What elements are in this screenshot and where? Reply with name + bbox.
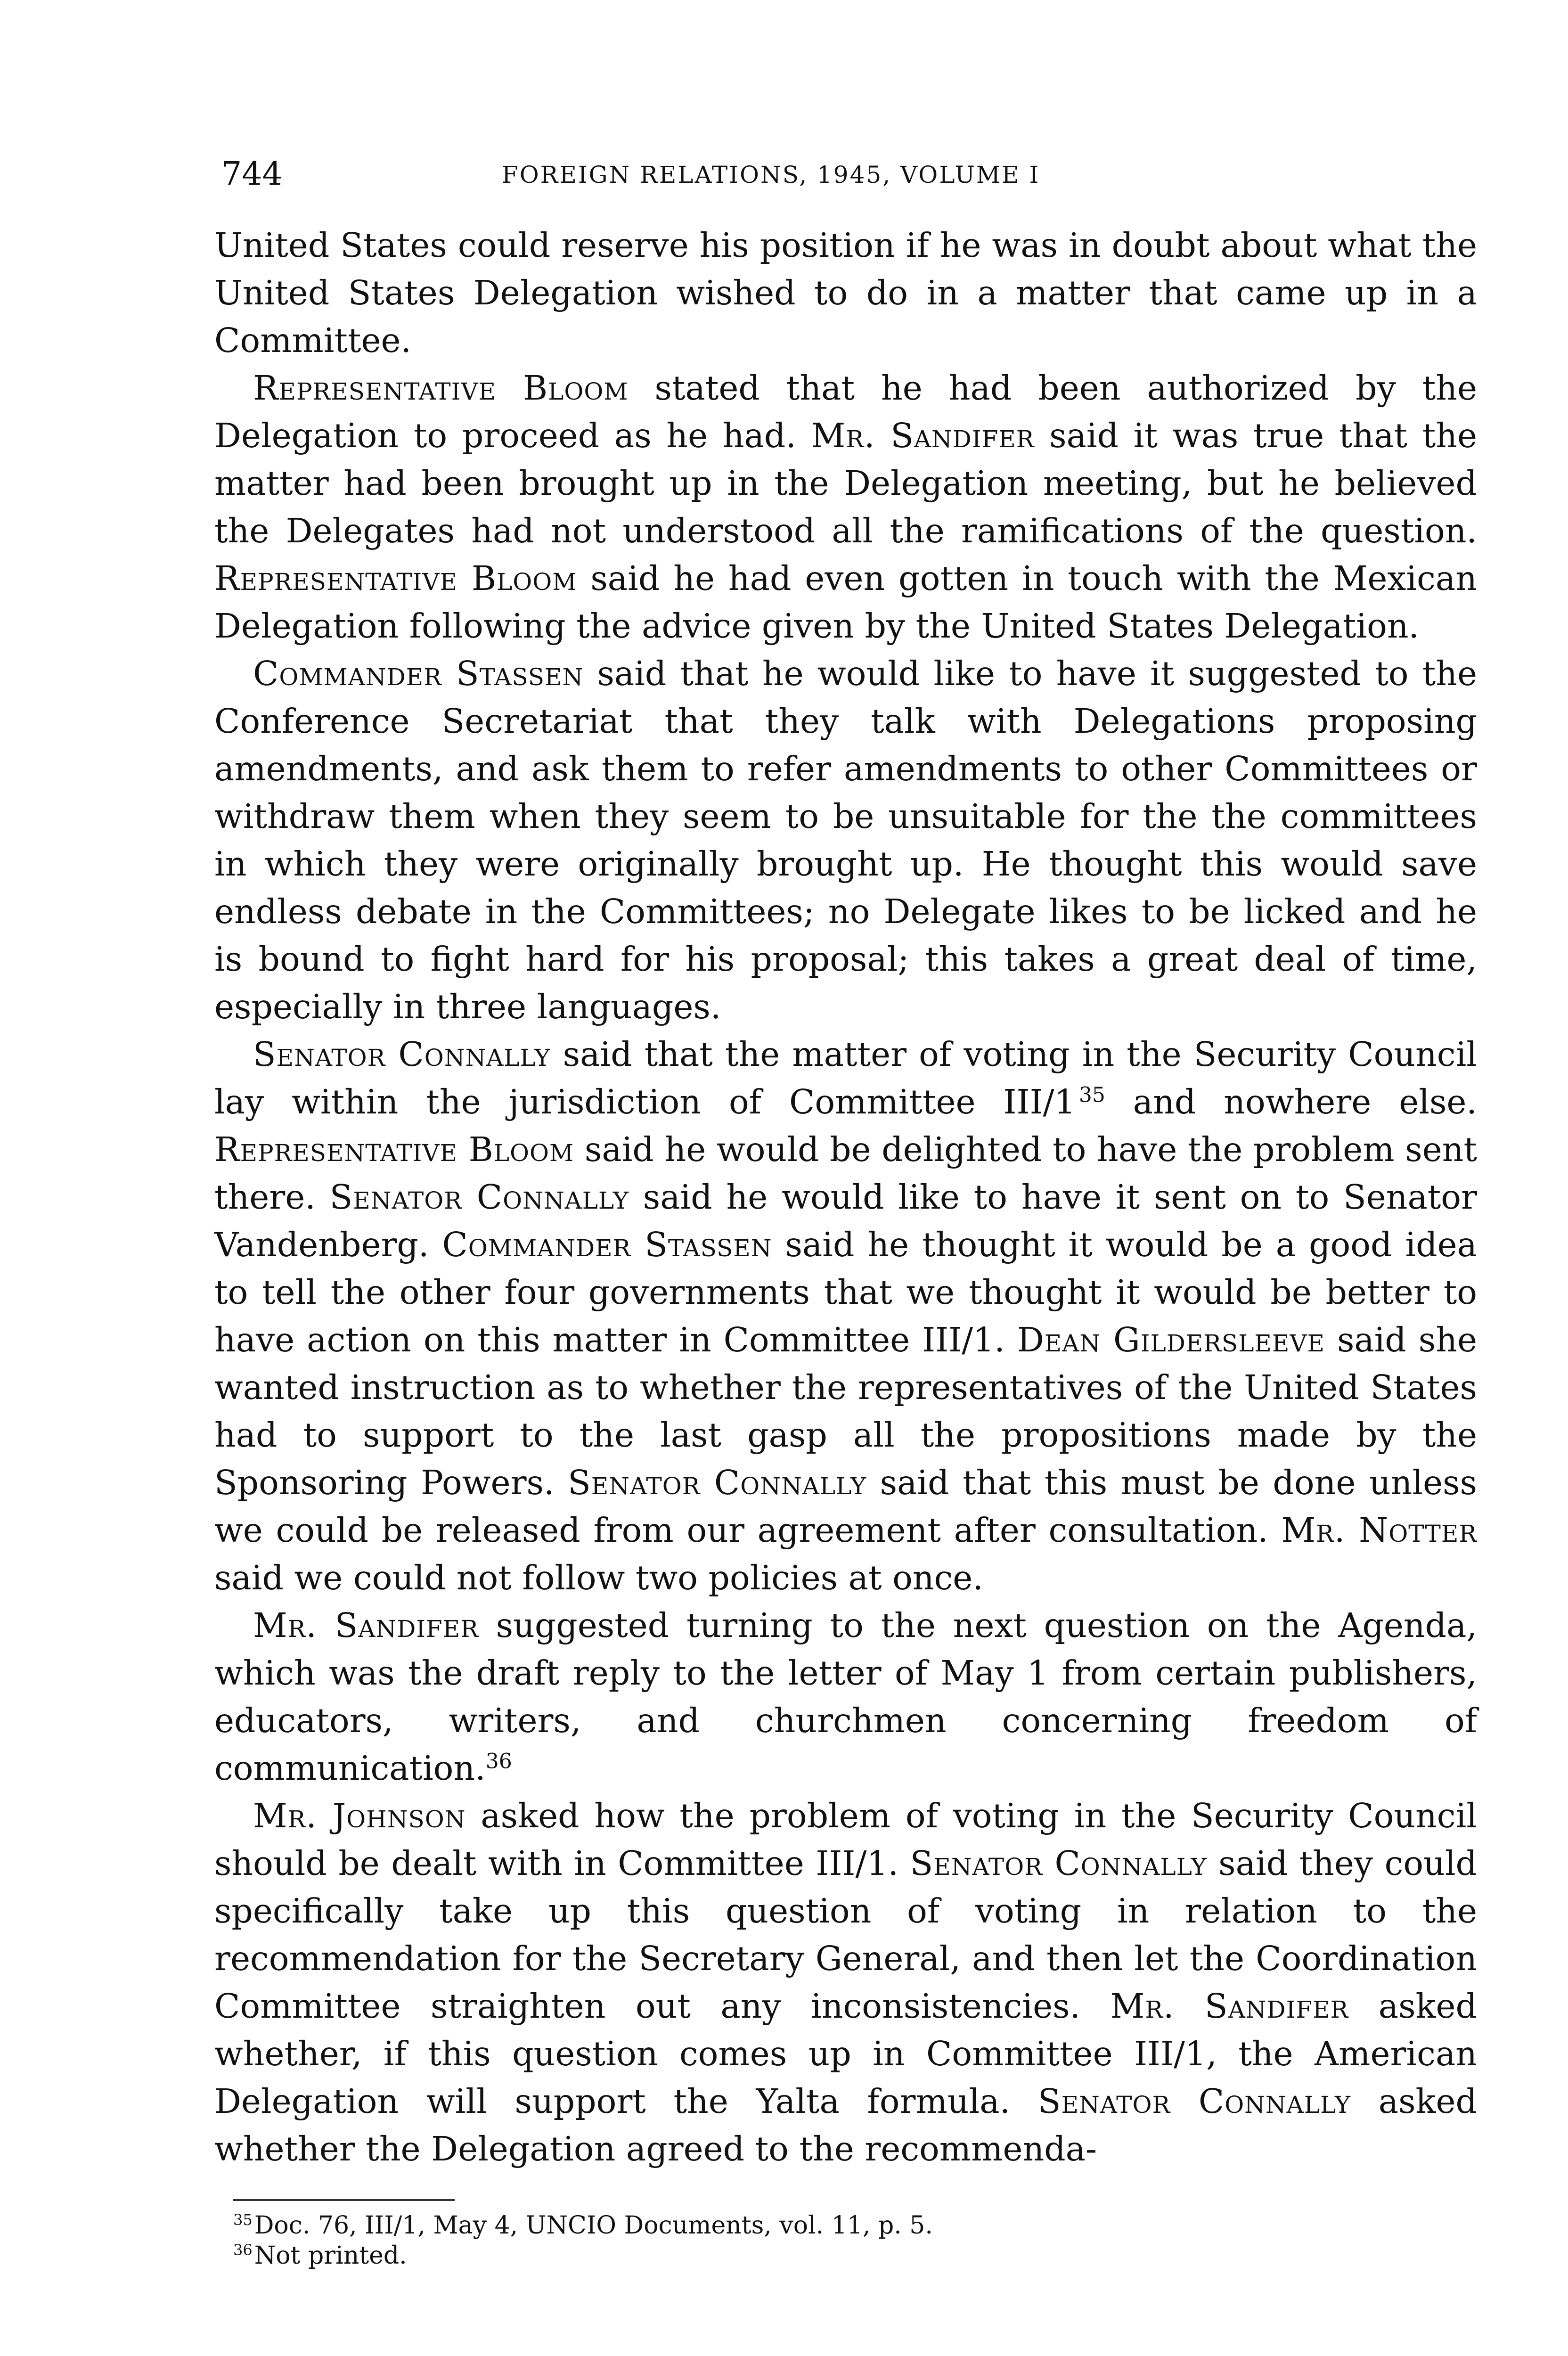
text-run: said that he would like to have it suggested to the Conference Secretariat that they talk with Delegations proposing amendments, and ask them to refer amendments to other Committees or withdraw them when they seem to be unsuitable for the the committees in which they were originally brought up. He thought this would save endless debate in the Committees; no Delegate likes to be licked and he is bound to fight hard for his proposal; this takes a great deal of time, especially in three languages. xyxy=(214,654,1477,1026)
running-head: FOREIGN RELATIONS, 1945, VOLUME I xyxy=(502,161,1040,188)
text-run: suggested turning to the next question on the Agenda, which was the draft reply to the letter of May 1 from certain publishers, educators, writers, and churchmen concerning freedom of communication. xyxy=(214,1606,1477,1788)
page-header xyxy=(214,155,1477,203)
text-run: asked whether, if this question comes up in Committee III/1, the American Delegation will support the Yalta formula. xyxy=(214,1987,1477,2121)
speaker-name: Commander Stassen xyxy=(253,654,584,693)
speaker-name: Senator Connally xyxy=(568,1463,867,1502)
text-run: said that the matter of voting in the Security Council lay within the jurisdiction of Committee III/1 xyxy=(214,1035,1477,1121)
page-number: 744 xyxy=(221,155,283,193)
paragraph-1 xyxy=(214,221,1477,364)
footnote-mark: 35 xyxy=(233,2210,253,2229)
document-page xyxy=(214,155,1477,2271)
footnote xyxy=(233,2241,1477,2271)
text-run: and nowhere else. xyxy=(1105,1082,1477,1121)
footnote-ref[interactable]: 36 xyxy=(485,1749,512,1774)
paragraph-2 xyxy=(214,364,1477,650)
paragraph-3 xyxy=(214,650,1477,1031)
speaker-name: Representative Bloom xyxy=(253,368,629,408)
footnote-text: Not printed. xyxy=(254,2241,407,2270)
paragraph-5 xyxy=(214,1602,1477,1792)
speaker-name: Dean Gildersleeve xyxy=(1017,1320,1325,1359)
paragraph-4 xyxy=(214,1031,1477,1602)
footnote-ref[interactable]: 35 xyxy=(1078,1083,1105,1107)
speaker-name: Commander Stassen xyxy=(442,1225,772,1264)
text-run: said he had even gotten in touch with the Mexican Delegation following the advice given by the United States Delegation. xyxy=(214,559,1477,646)
paragraph-6 xyxy=(214,1792,1477,2173)
text-run: said it was true that the matter had been brought up in the Delegation meeting, but he believed the Delegates had not understood all the ramifications of the question. xyxy=(214,416,1477,550)
text-run: said he would like to have it sent on to Senator Vandenberg. xyxy=(214,1178,1477,1264)
speaker-name: Senator Connally xyxy=(1037,2082,1351,2121)
text-run: stated that he had been authorized by the Delegation to proceed as he had. xyxy=(214,368,1477,455)
text-run: said he thought it would be a good idea to tell the other four governments that we thought it would be better to have action on this matter in Committee III/1. xyxy=(214,1225,1477,1359)
speaker-name: Mr. Sandifer xyxy=(1110,1987,1349,2026)
speaker-name: Senator Connally xyxy=(329,1178,629,1217)
text-run: said he would be delighted to have the problem sent there. xyxy=(214,1130,1477,1217)
text-run: asked how the problem of voting in the Security Council should be dealt with in Committee III/1. xyxy=(214,1796,1477,1883)
footnote xyxy=(233,2210,1477,2241)
speaker-name: Mr. Sandifer xyxy=(811,416,1035,455)
speaker-name: Senator Connally xyxy=(910,1844,1207,1883)
speaker-name: Representative Bloom xyxy=(214,1130,574,1169)
footnote-text: Doc. 76, III/1, May 4, UNCIO Documents, vol. 11, p. 5. xyxy=(254,2211,933,2240)
speaker-name: Mr. Notter xyxy=(1281,1511,1478,1550)
text-run: said she wanted instruction as to whether the representatives of the United States had to support to the last gasp all the propositions made by the Sponsoring Powers. xyxy=(214,1320,1477,1502)
text-run: said we could not follow two policies at once. xyxy=(214,1558,983,1597)
text-run: said that this must be done unless we could be released from our agreement after consultation. xyxy=(214,1463,1477,1550)
text-run: asked whether the Delegation agreed to the recommenda- xyxy=(214,2082,1478,2168)
text-run: United States could reserve his position if he was in doubt about what the United States Delegation wished to do in a matter that came up in a Committee. xyxy=(214,226,1477,360)
speaker-name: Representative Bloom xyxy=(214,559,577,598)
text-run: said they could specifically take up this question of voting in relation to the recommendation for the Secretary General, and then let the Coordination Committee straighten out any inconsistencies. xyxy=(214,1844,1477,2026)
footnote-mark: 36 xyxy=(233,2241,253,2259)
footnote-divider xyxy=(233,2199,455,2201)
speaker-name: Mr. Sandifer xyxy=(253,1606,479,1645)
speaker-name: Mr. Johnson xyxy=(253,1796,466,1835)
speaker-name: Senator Connally xyxy=(253,1035,551,1074)
